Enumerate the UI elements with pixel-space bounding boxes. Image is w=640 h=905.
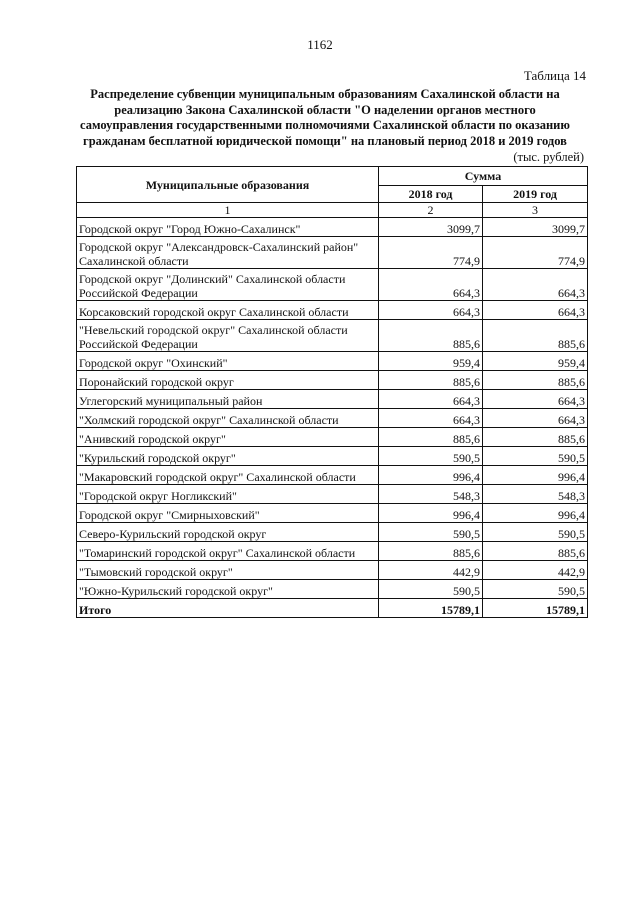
table-row bbox=[77, 218, 588, 237]
value-2019: 885,6 bbox=[483, 428, 588, 447]
value-2018: 996,4 bbox=[379, 466, 483, 485]
value-2019: 885,6 bbox=[483, 320, 588, 352]
municipality-name: "Анивский городской округ" bbox=[77, 428, 379, 447]
municipality-name: "Холмский городской округ" Сахалинской области bbox=[77, 409, 379, 428]
municipality-name: Корсаковский городской округ Сахалинской области bbox=[77, 301, 379, 320]
column-number: 2 bbox=[379, 203, 483, 218]
value-2019: 664,3 bbox=[483, 301, 588, 320]
municipality-name: Городской округ "Охинский" bbox=[77, 352, 379, 371]
header-2019: 2019 год bbox=[483, 186, 588, 203]
value-2019: 590,5 bbox=[483, 523, 588, 542]
table-row bbox=[77, 504, 588, 523]
value-2019: 548,3 bbox=[483, 485, 588, 504]
value-2018: 885,6 bbox=[379, 428, 483, 447]
table-row bbox=[77, 301, 588, 320]
value-2018: 590,5 bbox=[379, 523, 483, 542]
table-row bbox=[77, 371, 588, 390]
total-2019: 15789,1 bbox=[483, 599, 588, 618]
value-2018: 885,6 bbox=[379, 542, 483, 561]
table-row bbox=[77, 320, 588, 352]
value-2018: 959,4 bbox=[379, 352, 483, 371]
subvention-table bbox=[76, 166, 588, 618]
table-label: Таблица 14 bbox=[523, 68, 586, 83]
value-2019: 959,4 bbox=[483, 352, 588, 371]
value-2018: 590,5 bbox=[379, 447, 483, 466]
value-2019: 442,9 bbox=[483, 561, 588, 580]
units-label: (тыс. рублей) bbox=[513, 150, 584, 164]
table-row bbox=[77, 428, 588, 447]
table-row bbox=[77, 409, 588, 428]
value-2019: 774,9 bbox=[483, 237, 588, 269]
page-number: 1162 bbox=[307, 37, 333, 52]
value-2019: 590,5 bbox=[483, 447, 588, 466]
table-row bbox=[77, 447, 588, 466]
municipality-name: Городской округ "Александровск-Сахалинский район" Сахалинской области bbox=[77, 237, 379, 269]
value-2019: 664,3 bbox=[483, 269, 588, 301]
value-2019: 3099,7 bbox=[483, 218, 588, 237]
value-2018: 996,4 bbox=[379, 504, 483, 523]
value-2018: 664,3 bbox=[379, 269, 483, 301]
municipality-name: "Томаринский городской округ" Сахалинской области bbox=[77, 542, 379, 561]
municipality-name: "Южно-Курильский городской округ" bbox=[77, 580, 379, 599]
value-2019: 664,3 bbox=[483, 409, 588, 428]
municipality-name: Городской округ "Город Южно-Сахалинск" bbox=[77, 218, 379, 237]
table-row bbox=[77, 580, 588, 599]
total-2018: 15789,1 bbox=[379, 599, 483, 618]
total-row bbox=[77, 599, 588, 618]
value-2019: 996,4 bbox=[483, 504, 588, 523]
title-line: реализацию Закона Сахалинской области "О наделении органов местного bbox=[114, 102, 536, 117]
document-title bbox=[60, 87, 590, 149]
value-2019: 664,3 bbox=[483, 390, 588, 409]
column-number: 1 bbox=[77, 203, 379, 218]
table-row bbox=[77, 523, 588, 542]
title-line: самоуправления государственными полномочиями Сахалинской области по оказанию bbox=[80, 118, 570, 132]
table-row bbox=[77, 269, 588, 301]
table-row bbox=[77, 561, 588, 580]
municipality-name: "Городской округ Ногликский" bbox=[77, 485, 379, 504]
municipality-name: "Тымовский городской округ" bbox=[77, 561, 379, 580]
value-2019: 885,6 bbox=[483, 542, 588, 561]
value-2019: 996,4 bbox=[483, 466, 588, 485]
municipality-name: Городской округ "Долинский" Сахалинской области Российской Федерации bbox=[77, 269, 379, 301]
value-2018: 664,3 bbox=[379, 390, 483, 409]
table-row bbox=[77, 466, 588, 485]
value-2018: 664,3 bbox=[379, 301, 483, 320]
table-row bbox=[77, 390, 588, 409]
value-2019: 590,5 bbox=[483, 580, 588, 599]
header-sum: Сумма bbox=[379, 167, 588, 186]
value-2018: 885,6 bbox=[379, 320, 483, 352]
municipality-name: Северо-Курильский городской округ bbox=[77, 523, 379, 542]
table-row bbox=[77, 237, 588, 269]
column-number: 3 bbox=[483, 203, 588, 218]
municipality-name: Поронайский городской округ bbox=[77, 371, 379, 390]
title-line: гражданам бесплатной юридической помощи" на плановый период 2018 и 2019 годов bbox=[83, 133, 567, 148]
value-2018: 590,5 bbox=[379, 580, 483, 599]
municipality-name: Углегорский муниципальный район bbox=[77, 390, 379, 409]
value-2019: 885,6 bbox=[483, 371, 588, 390]
value-2018: 885,6 bbox=[379, 371, 483, 390]
value-2018: 774,9 bbox=[379, 237, 483, 269]
title-line: Распределение субвенции муниципальным образованиям Сахалинской области на bbox=[90, 87, 560, 101]
value-2018: 664,3 bbox=[379, 409, 483, 428]
value-2018: 548,3 bbox=[379, 485, 483, 504]
header-municipal: Муниципальные образования bbox=[77, 167, 379, 203]
value-2018: 442,9 bbox=[379, 561, 483, 580]
table-row bbox=[77, 485, 588, 504]
municipality-name: "Невельский городской округ" Сахалинской области Российской Федерации bbox=[77, 320, 379, 352]
table-row bbox=[77, 352, 588, 371]
total-label: Итого bbox=[77, 599, 379, 618]
table-row bbox=[77, 542, 588, 561]
municipality-name: Городской округ "Смирныховский" bbox=[77, 504, 379, 523]
header-2018: 2018 год bbox=[379, 186, 483, 203]
value-2018: 3099,7 bbox=[379, 218, 483, 237]
municipality-name: "Макаровский городской округ" Сахалинской области bbox=[77, 466, 379, 485]
municipality-name: "Курильский городской округ" bbox=[77, 447, 379, 466]
